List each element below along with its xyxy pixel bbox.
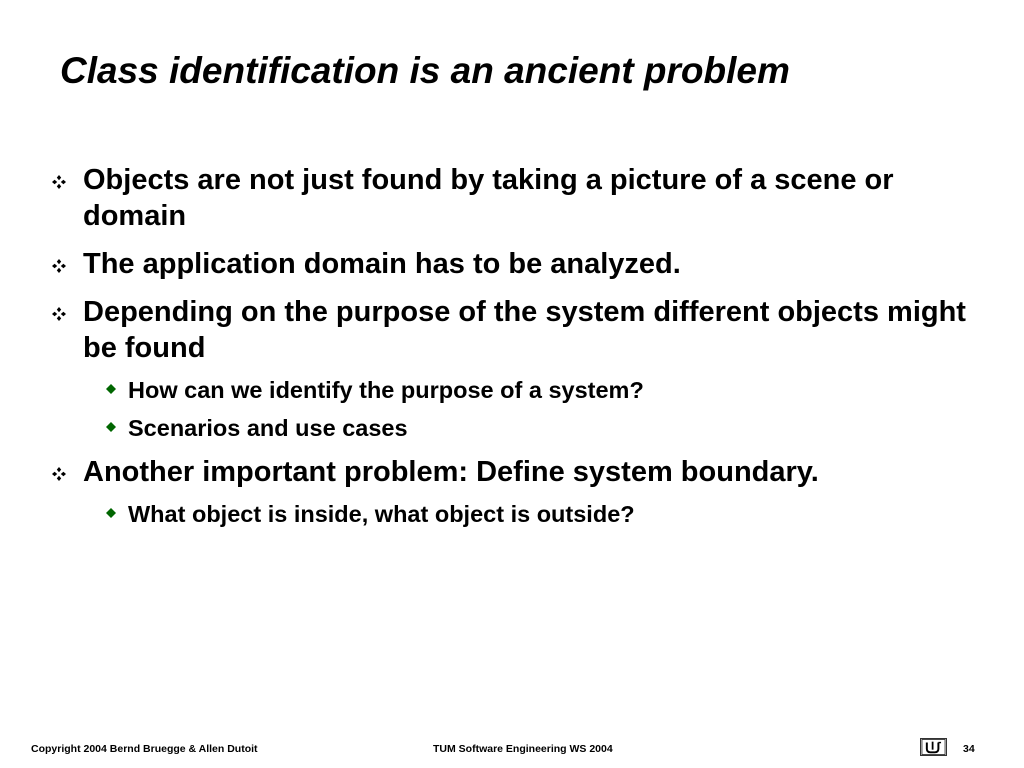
bullet-text: Another important problem: Define system boundary.: [83, 456, 819, 488]
four-diamond-bullet-icon: [52, 467, 66, 481]
bullet-item-level2: [52, 414, 972, 442]
footer-course-title: TUM Software Engineering WS 2004: [433, 743, 613, 755]
four-diamond-bullet-icon: [52, 259, 66, 273]
bullet-item-level1: [52, 294, 972, 366]
four-diamond-bullet-icon: [52, 307, 66, 321]
four-diamond-bullet-icon: [52, 175, 66, 189]
bullet-item-level2: [52, 376, 972, 404]
slide-footer: [0, 740, 1024, 760]
slide-title: Class identification is an ancient problem: [60, 50, 790, 91]
bullet-list: [52, 162, 972, 540]
bullet-item-level1: [52, 162, 972, 234]
bullet-item-level1: [52, 246, 972, 282]
bullet-text: What object is inside, what object is outside?: [128, 501, 635, 527]
diamond-bullet-icon: [106, 384, 116, 394]
page-number: 34: [963, 743, 975, 755]
bullet-item-level1: [52, 454, 972, 490]
footer-copyright: Copyright 2004 Bernd Bruegge & Allen Dutoit: [31, 743, 258, 755]
bullet-text: Scenarios and use cases: [128, 415, 408, 441]
bullet-item-level2: [52, 500, 972, 528]
diamond-bullet-icon: [106, 508, 116, 518]
tum-logo-icon: [920, 738, 947, 756]
bullet-text: Depending on the purpose of the system different objects might be found: [83, 296, 966, 364]
bullet-text: How can we identify the purpose of a system?: [128, 377, 644, 403]
diamond-bullet-icon: [106, 422, 116, 432]
bullet-text: The application domain has to be analyzed.: [83, 248, 681, 280]
bullet-text: Objects are not just found by taking a picture of a scene or domain: [83, 164, 894, 232]
